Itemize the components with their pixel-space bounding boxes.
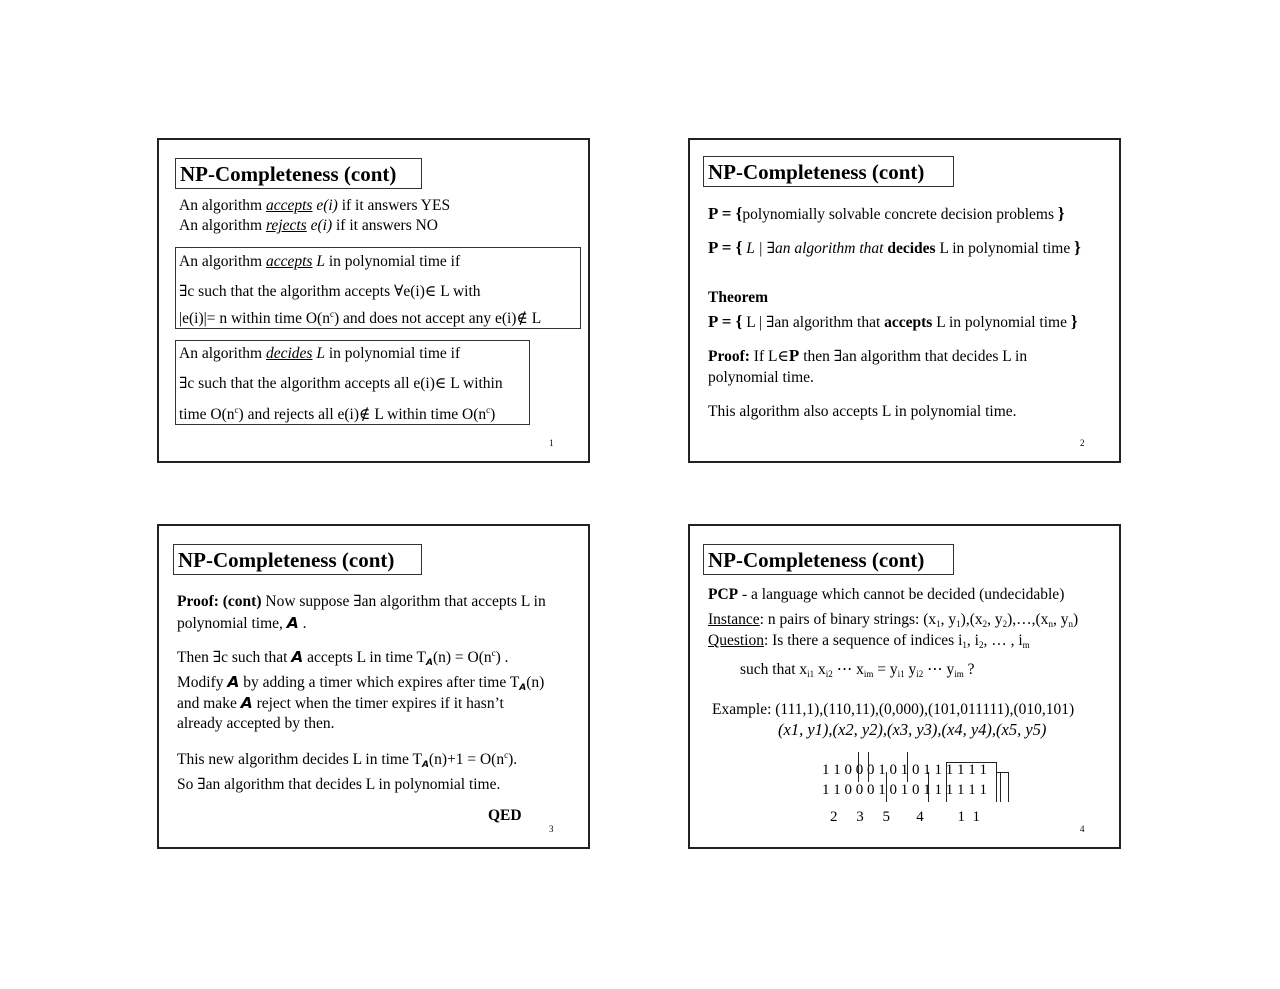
slide-title: NP-Completeness (cont) (703, 544, 954, 575)
divider (868, 752, 869, 782)
slide-2 (688, 138, 1121, 463)
page-number: 4 (1080, 824, 1085, 834)
proof-cont-line-1: Proof: (cont) Now suppose ∃an algorithm that accepts L in (177, 593, 546, 610)
p-definition-1: P = {polynomially solvable concrete decision problems } (708, 204, 1065, 223)
pcp-question: Question: Is there a sequence of indices $i_1$, $i_2$, … , $i_m$ (708, 632, 1030, 650)
proof-line-1: Proof: If L∈P then ∃an algorithm that decides L in (708, 346, 1028, 365)
divider (886, 772, 887, 802)
decides-box-line-2: ∃c such that the algorithm accepts all e(i)∈ L within (179, 375, 503, 392)
proof-cont-line-2: polynomial time, A . (177, 614, 307, 632)
example-labels: (x1, y1),(x2, y2),(x3, y3),(x4, y4),(x5, y5) (778, 720, 1047, 739)
slide-1 (157, 138, 590, 463)
rejects-definition: An algorithm rejects e(i) if it answers NO (179, 217, 439, 234)
divider (946, 762, 996, 763)
accepts-definition: An algorithm accepts e(i) if it answers YES (179, 197, 451, 214)
proof-cont-line-4: Modify A by adding a timer which expires after time $T_A(n)$ (177, 673, 545, 693)
page-number: 2 (1080, 438, 1085, 448)
proof-cont-line-7: This new algorithm decides L in time $T_A(n)+1 = O(n^c)$. (177, 750, 518, 770)
page-number: 3 (549, 824, 554, 834)
proof-cont-line-5: and make A reject when the timer expires if it hasn’t (177, 694, 504, 712)
theorem-label: Theorem (708, 289, 768, 306)
decides-box-line-3: time $O(n^c)$ and rejects all e(i)∉ L within time $O(n^c)$ (179, 405, 496, 423)
slide-3 (157, 524, 590, 849)
example-pairs: Example: (111,1),(110,11),(0,000),(101,011111),(010,101) (712, 701, 1075, 718)
divider (858, 752, 859, 782)
divider (996, 772, 1008, 773)
divider (1008, 772, 1009, 802)
page-number: 1 (549, 438, 554, 448)
slide-4 (688, 524, 1121, 849)
divider (1000, 772, 1001, 802)
accepts-box-line-2: ∃c such that the algorithm accepts ∀e(i)∈ L with (179, 283, 481, 300)
p-definition-2: P = { L | ∃an algorithm that decides L in polynomial time } (708, 238, 1081, 257)
decides-box-heading: An algorithm decides L in polynomial time if (179, 345, 461, 362)
theorem-statement: P = { L | ∃an algorithm that accepts L in polynomial time } (708, 312, 1078, 331)
proof-cont-line-3: Then ∃c such that A accepts L in time $T_A(n) = O(n^c)$ . (177, 648, 509, 668)
proof-cont-line-8: So ∃an algorithm that decides L in polynomial time. (177, 776, 501, 793)
alignment-row-x: 1 1 0 0 0 1 0 1 0 1 1 1 1 1 1 (822, 762, 987, 778)
proof-line-3: This algorithm also accepts L in polynomial time. (708, 403, 1017, 420)
pcp-such-that: such that $x_{i1}$ $x_{i2}$ ⋯ $x_{im} = y_{i1}$ $y_{i2}$ ⋯ $y_{im}$ ? (740, 661, 975, 679)
divider (996, 762, 997, 802)
alignment-indices: 2 3 5 4 1 1 (830, 809, 980, 825)
pcp-instance: Instance: n pairs of binary strings: ($x_1$, $y_1),(x_2$, $y_2),\dots,(x_n$, $y_n$) (708, 611, 1079, 629)
slide-title: NP-Completeness (cont) (175, 158, 422, 189)
divider (928, 772, 929, 802)
alignment-row-y: 1 1 0 0 0 1 0 1 0 1 1 1 1 1 1 (822, 782, 987, 798)
pcp-definition: PCP - a language which cannot be decided (undecidable) (708, 586, 1065, 603)
qed-label: QED (488, 807, 522, 824)
proof-line-2: polynomial time. (708, 369, 814, 386)
divider (946, 762, 947, 802)
accepts-box-line-3: |e(i)|= n within time $O(n^c)$ and does not accept any e(i)∉ L (179, 309, 542, 327)
slide-title: NP-Completeness (cont) (703, 156, 954, 187)
slide-title: NP-Completeness (cont) (173, 544, 422, 575)
proof-cont-line-6: already accepted by then. (177, 715, 335, 732)
accepts-box-heading: An algorithm accepts L in polynomial time if (179, 253, 461, 270)
divider (907, 752, 908, 782)
